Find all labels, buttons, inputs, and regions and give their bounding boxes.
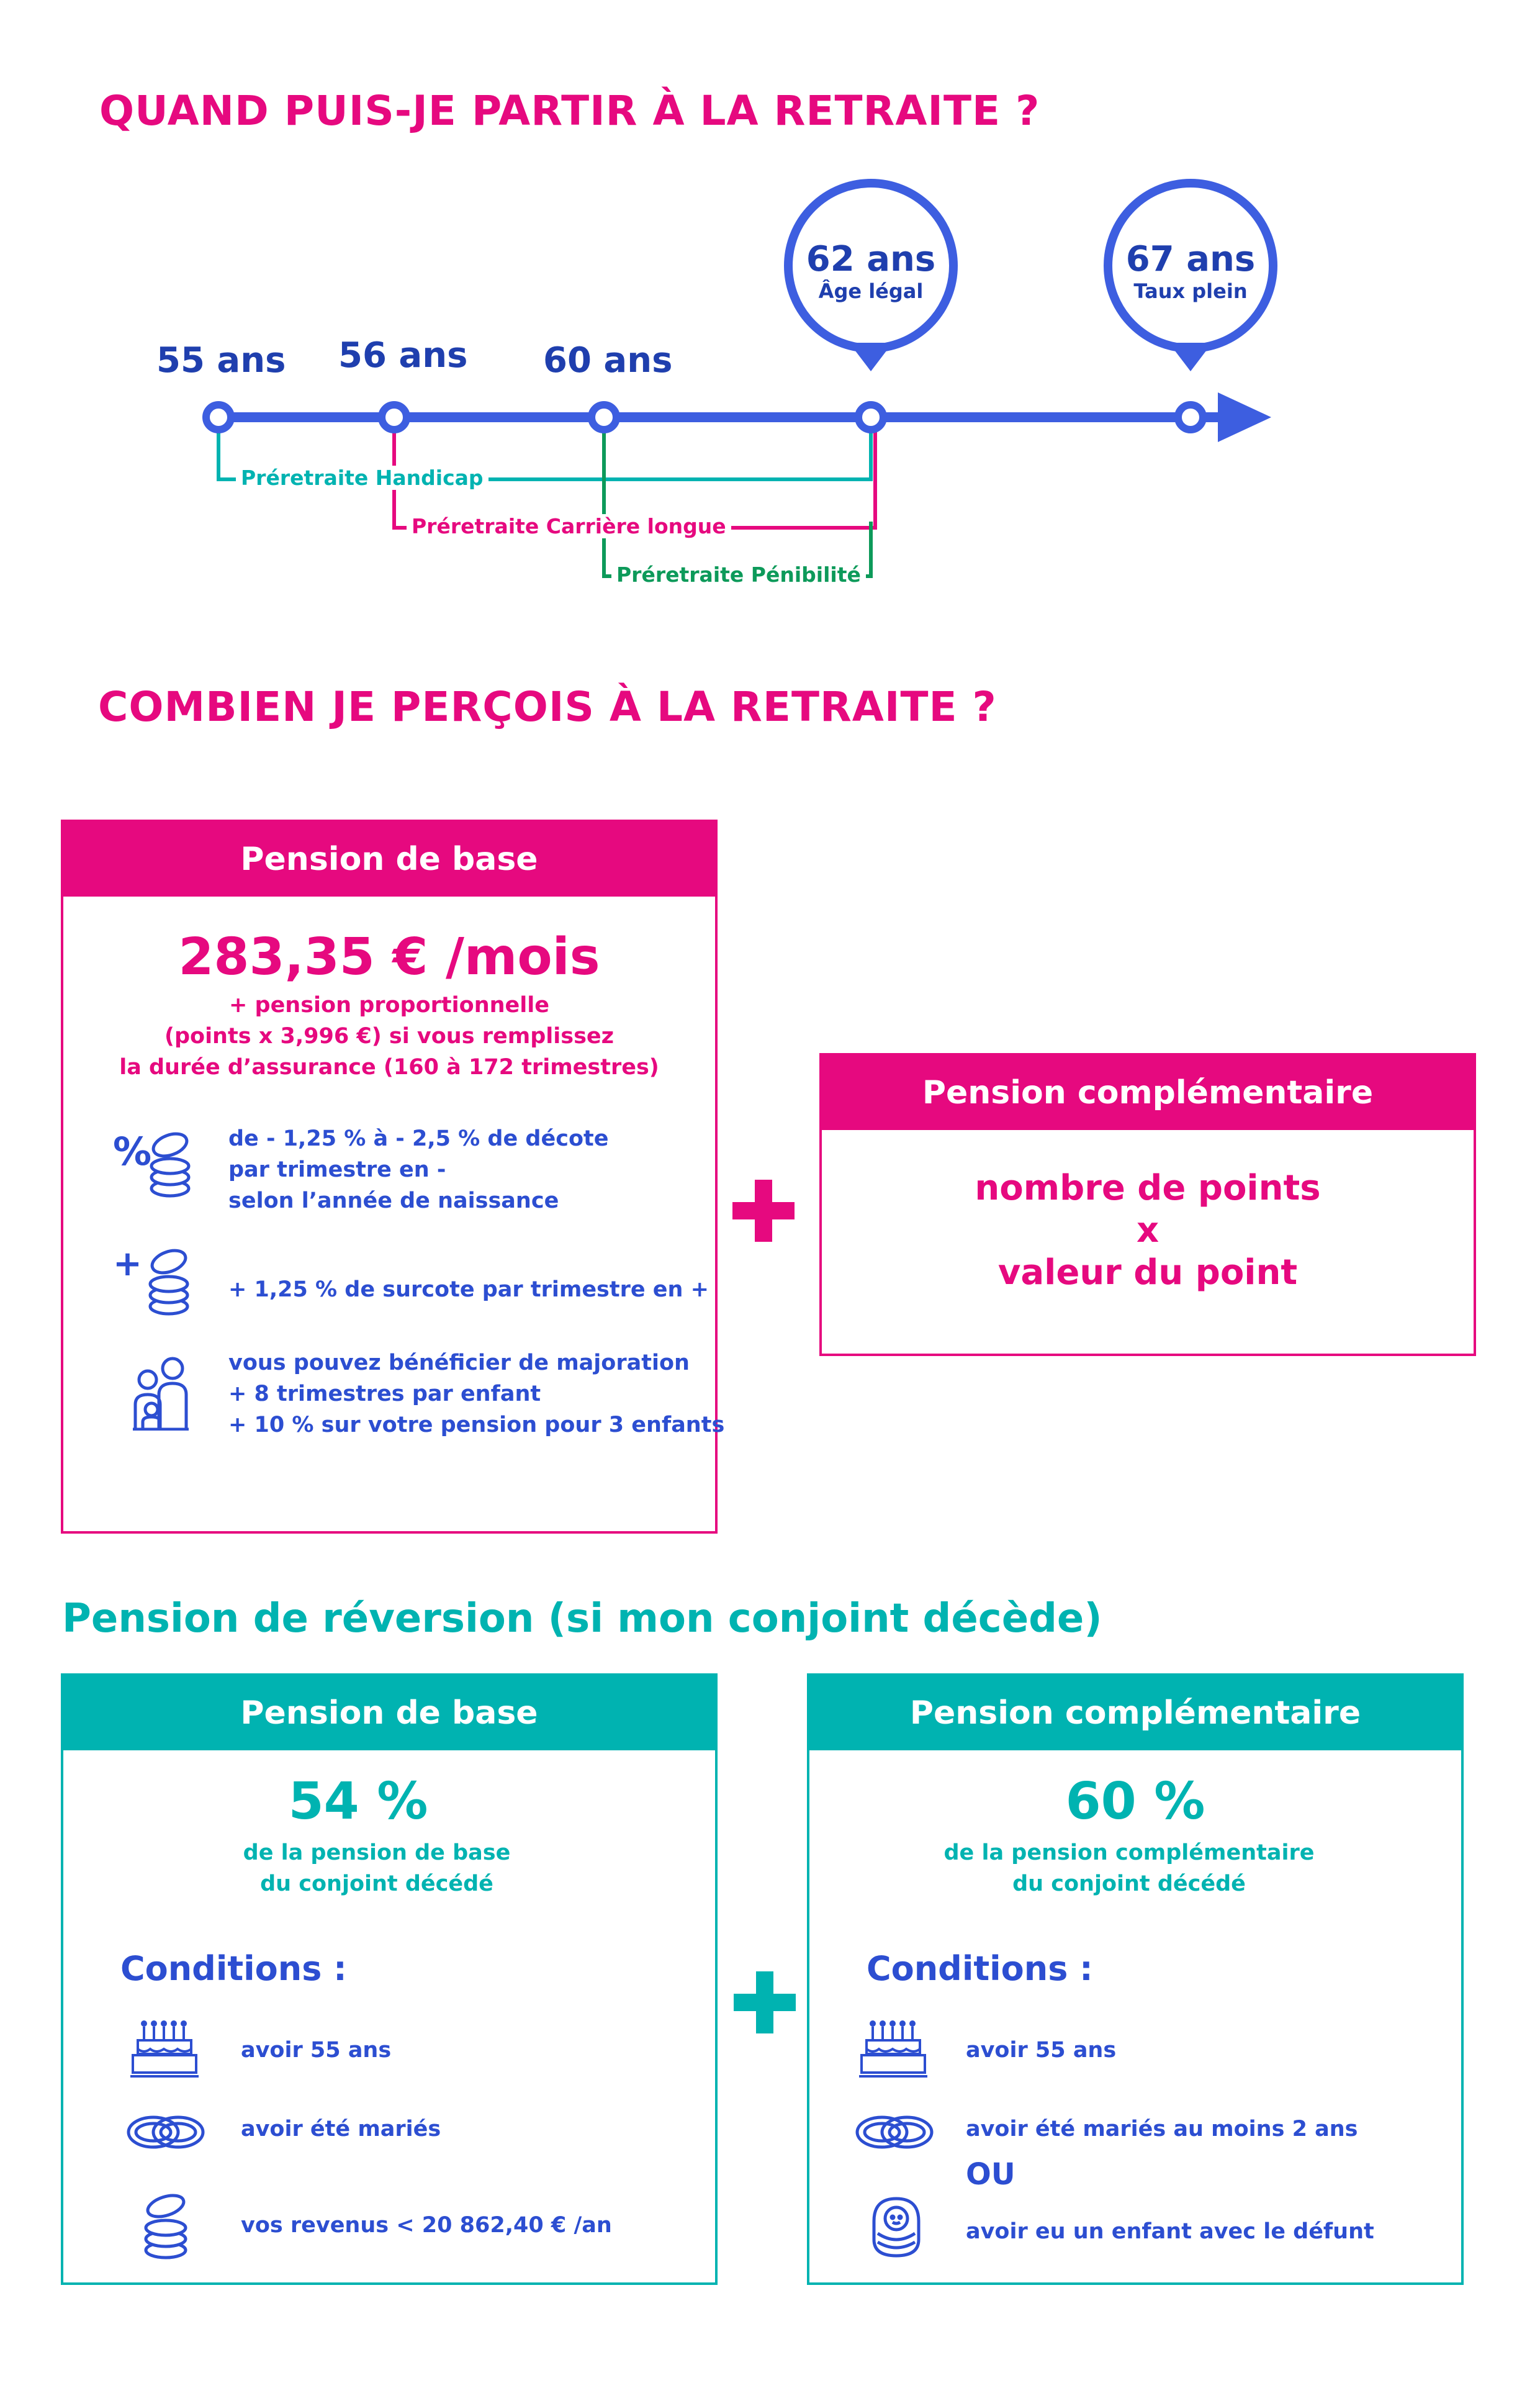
svg-text:+: +	[113, 1244, 142, 1284]
wedding-rings-icon	[125, 2110, 206, 2154]
plus-icon-teal	[734, 1971, 796, 2033]
node-55	[206, 405, 231, 430]
formula-line-1: nombre de points	[975, 1168, 1321, 1208]
bubble-legal-text	[795, 239, 947, 303]
baby-icon	[871, 2196, 921, 2258]
full-rate-label: Taux plein	[1133, 279, 1248, 303]
percent-coins-icon	[113, 1126, 194, 1201]
timeline-graphic	[0, 174, 1540, 621]
base-condition-income: vos revenus < 20 862,40 € /an	[241, 2213, 612, 2238]
page-title-when: QUAND PUIS-JE PARTIR À LA RETRAITE ?	[99, 87, 1040, 135]
comp-conditions-title: Conditions :	[867, 1949, 1093, 1988]
base-pension-detail	[63, 990, 715, 1083]
reversion-base-desc	[51, 1837, 703, 1899]
preretraite-penibilite: Préretraite Pénibilité	[611, 563, 866, 587]
decote-text	[228, 1123, 608, 1216]
decote-line-3: selon l’année de naissance	[228, 1188, 559, 1213]
complementary-pension-header: Pension complémentaire	[822, 1056, 1474, 1130]
node-62	[858, 405, 883, 430]
reversion-complementary-desc	[803, 1837, 1455, 1899]
birthday-cake-icon	[130, 2020, 199, 2080]
majoration-line-3: + 10 % sur votre pension pour 3 enfants	[228, 1413, 725, 1437]
formula-line-2: x	[1136, 1210, 1160, 1251]
preretraite-handicap: Préretraite Handicap	[236, 466, 489, 490]
base-desc-line-1: de la pension de base	[243, 1840, 511, 1865]
complementary-pension-card	[819, 1053, 1476, 1356]
reversion-base-header: Pension de base	[63, 1676, 715, 1750]
timeline-arrow-icon	[1218, 392, 1271, 442]
base-pension-header: Pension de base	[63, 822, 715, 897]
birthday-cake-icon	[859, 2020, 927, 2080]
base-desc-line-2: du conjoint décédé	[260, 1871, 493, 1896]
preretraite-carriere-longue: Préretraite Carrière longue	[407, 514, 731, 538]
node-67	[1178, 405, 1203, 430]
age-55-label: 55 ans	[156, 340, 286, 381]
comp-desc-line-2: du conjoint décédé	[1012, 1871, 1246, 1896]
majoration-line-1: vous pouvez bénéficier de majoration	[228, 1350, 690, 1375]
detail-line-3: la durée d’assurance (160 à 172 trimestres)	[119, 1055, 659, 1080]
plus-coins-icon	[113, 1244, 194, 1319]
formula-line-3: valeur du point	[997, 1252, 1298, 1293]
section-title-reversion: Pension de réversion (si mon conjoint décède)	[62, 1596, 1102, 1642]
reversion-complementary-card	[807, 1673, 1464, 2285]
bubble-full-text	[1114, 239, 1267, 303]
or-label: OU	[966, 2157, 1015, 2192]
detail-line-1: + pension proportionnelle	[229, 993, 549, 1018]
reversion-base-card	[61, 1673, 718, 2285]
node-60	[592, 405, 616, 430]
base-condition-married: avoir été mariés	[241, 2117, 441, 2142]
complementary-formula	[822, 1167, 1474, 1294]
family-icon	[130, 1356, 192, 1431]
surcote-text: + 1,25 % de surcote par trimestre en +	[228, 1277, 709, 1302]
reversion-base-percent: 54 %	[288, 1772, 428, 1831]
base-pension-amount: 283,35 € /mois	[178, 928, 600, 987]
decote-line-2: par trimestre en -	[228, 1157, 446, 1182]
base-pension-card	[61, 820, 725, 1534]
base-condition-age: avoir 55 ans	[241, 2038, 392, 2063]
legal-age-value: 62 ans	[806, 239, 936, 279]
age-60-label: 60 ans	[543, 340, 673, 381]
reversion-complementary-header: Pension complémentaire	[809, 1676, 1461, 1750]
comp-desc-line-1: de la pension complémentaire	[943, 1840, 1315, 1865]
decote-line-1: de - 1,25 % à - 2,5 % de décote	[228, 1126, 609, 1151]
legal-age-label: Âge légal	[818, 279, 924, 303]
node-56	[382, 405, 407, 430]
plus-icon-pink	[732, 1180, 795, 1242]
reversion-complementary-percent: 60 %	[1065, 1772, 1205, 1831]
coins-stack-icon	[138, 2191, 194, 2259]
svg-text:%: %	[113, 1129, 152, 1174]
wedding-rings-icon	[854, 2110, 935, 2154]
comp-condition-married: avoir été mariés au moins 2 ans	[966, 2117, 1358, 2142]
full-rate-age-value: 67 ans	[1125, 239, 1256, 279]
majoration-text	[228, 1347, 724, 1440]
detail-line-2: (points x 3,996 €) si vous remplissez	[164, 1024, 615, 1049]
age-56-label: 56 ans	[338, 335, 468, 376]
page-title-how-much: COMBIEN JE PERÇOIS À LA RETRAITE ?	[98, 683, 997, 731]
base-conditions-title: Conditions :	[120, 1949, 347, 1988]
comp-condition-age: avoir 55 ans	[966, 2038, 1117, 2063]
comp-condition-child: avoir eu un enfant avec le défunt	[966, 2219, 1374, 2244]
majoration-line-2: + 8 trimestres par enfant	[228, 1382, 541, 1406]
